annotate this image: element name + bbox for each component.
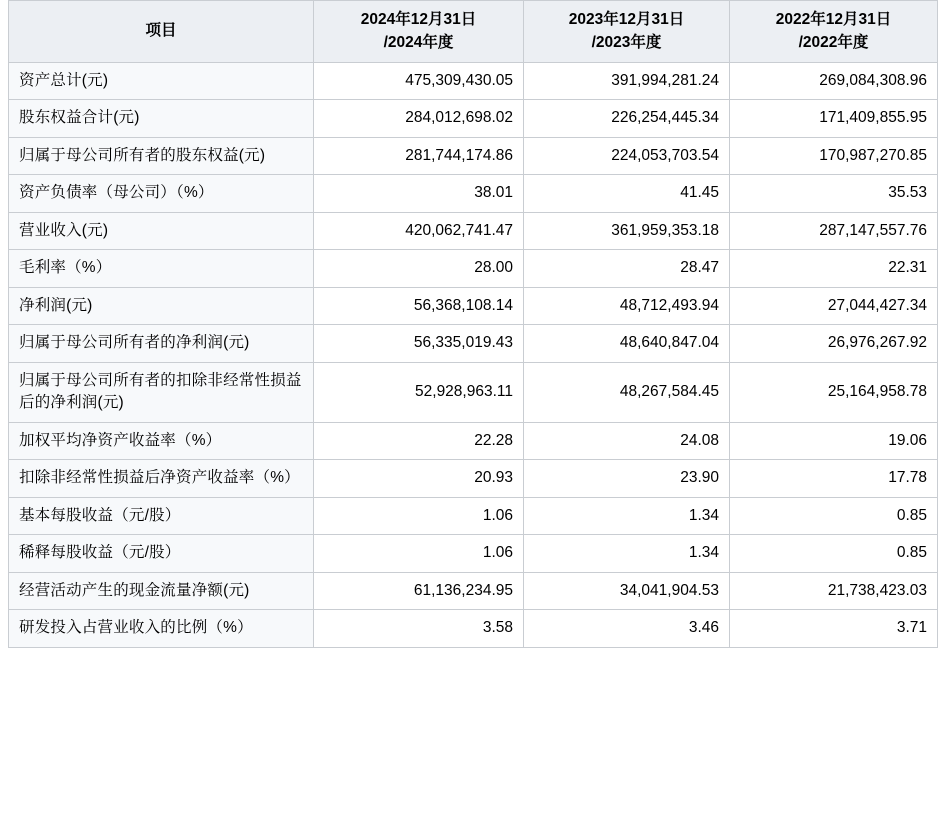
row-label: 归属于母公司所有者的扣除非经常性损益后的净利润(元) xyxy=(9,362,314,422)
row-label: 资产总计(元) xyxy=(9,63,314,100)
table-row xyxy=(9,250,938,287)
row-label: 营业收入(元) xyxy=(9,212,314,249)
column-header-line: /2023年度 xyxy=(591,33,662,51)
row-label: 归属于母公司所有者的净利润(元) xyxy=(9,325,314,362)
row-value-2023: 48,267,584.45 xyxy=(524,362,730,422)
row-label: 经营活动产生的现金流量净额(元) xyxy=(9,572,314,609)
financial-summary-table xyxy=(8,0,938,648)
column-header-line: /2022年度 xyxy=(798,33,869,51)
row-label: 加权平均净资产收益率（%） xyxy=(9,422,314,459)
column-header-line: 2023年12月31日 xyxy=(568,11,685,29)
table-body xyxy=(9,63,938,648)
row-value-2022: 269,084,308.96 xyxy=(730,63,938,100)
row-value-2022: 17.78 xyxy=(730,460,938,497)
row-value-2024: 420,062,741.47 xyxy=(314,212,524,249)
row-value-2023: 1.34 xyxy=(524,535,730,572)
row-value-2024: 56,335,019.43 xyxy=(314,325,524,362)
row-value-2022: 27,044,427.34 xyxy=(730,287,938,324)
row-value-2022: 287,147,557.76 xyxy=(730,212,938,249)
row-value-2024: 38.01 xyxy=(314,175,524,212)
table-row xyxy=(9,325,938,362)
row-value-2022: 0.85 xyxy=(730,535,938,572)
row-label: 扣除非经常性损益后净资产收益率（%） xyxy=(9,460,314,497)
row-value-2023: 28.47 xyxy=(524,250,730,287)
row-label: 资产负债率（母公司）（%） xyxy=(9,175,314,212)
table-row xyxy=(9,287,938,324)
table-row xyxy=(9,610,938,647)
table-row xyxy=(9,100,938,137)
column-header-2024 xyxy=(314,1,524,63)
row-value-2023: 48,640,847.04 xyxy=(524,325,730,362)
row-value-2024: 52,928,963.11 xyxy=(314,362,524,422)
column-header-line: 项目 xyxy=(145,22,177,40)
row-value-2023: 361,959,353.18 xyxy=(524,212,730,249)
table-row xyxy=(9,362,938,422)
table-row xyxy=(9,137,938,174)
column-header-item xyxy=(9,1,314,63)
table-row xyxy=(9,535,938,572)
row-label: 股东权益合计(元) xyxy=(9,100,314,137)
table-row xyxy=(9,175,938,212)
row-value-2022: 171,409,855.95 xyxy=(730,100,938,137)
row-value-2022: 3.71 xyxy=(730,610,938,647)
row-value-2023: 41.45 xyxy=(524,175,730,212)
column-header-line: 2024年12月31日 xyxy=(360,11,477,29)
column-header-line: 2022年12月31日 xyxy=(775,11,892,29)
row-value-2023: 48,712,493.94 xyxy=(524,287,730,324)
row-value-2024: 281,744,174.86 xyxy=(314,137,524,174)
table-header xyxy=(9,1,938,63)
row-value-2024: 1.06 xyxy=(314,497,524,534)
column-header-2023 xyxy=(524,1,730,63)
row-value-2023: 226,254,445.34 xyxy=(524,100,730,137)
row-label: 毛利率（%） xyxy=(9,250,314,287)
row-value-2024: 61,136,234.95 xyxy=(314,572,524,609)
row-value-2022: 21,738,423.03 xyxy=(730,572,938,609)
row-label: 基本每股收益（元/股） xyxy=(9,497,314,534)
table-row xyxy=(9,212,938,249)
row-value-2023: 23.90 xyxy=(524,460,730,497)
row-value-2024: 1.06 xyxy=(314,535,524,572)
row-value-2024: 475,309,430.05 xyxy=(314,63,524,100)
column-header-line: /2024年度 xyxy=(383,33,454,51)
row-value-2022: 0.85 xyxy=(730,497,938,534)
row-value-2023: 224,053,703.54 xyxy=(524,137,730,174)
row-label: 研发投入占营业收入的比例（%） xyxy=(9,610,314,647)
table-row xyxy=(9,460,938,497)
table-row xyxy=(9,422,938,459)
row-value-2023: 3.46 xyxy=(524,610,730,647)
row-value-2024: 284,012,698.02 xyxy=(314,100,524,137)
row-label: 稀释每股收益（元/股） xyxy=(9,535,314,572)
row-value-2023: 34,041,904.53 xyxy=(524,572,730,609)
row-value-2023: 24.08 xyxy=(524,422,730,459)
row-value-2024: 3.58 xyxy=(314,610,524,647)
row-value-2024: 28.00 xyxy=(314,250,524,287)
table-row xyxy=(9,63,938,100)
row-value-2023: 1.34 xyxy=(524,497,730,534)
row-value-2024: 56,368,108.14 xyxy=(314,287,524,324)
row-value-2024: 22.28 xyxy=(314,422,524,459)
row-value-2022: 26,976,267.92 xyxy=(730,325,938,362)
row-value-2024: 20.93 xyxy=(314,460,524,497)
table-row xyxy=(9,572,938,609)
column-header-2022 xyxy=(730,1,938,63)
row-label: 净利润(元) xyxy=(9,287,314,324)
row-value-2022: 19.06 xyxy=(730,422,938,459)
row-label: 归属于母公司所有者的股东权益(元) xyxy=(9,137,314,174)
row-value-2022: 170,987,270.85 xyxy=(730,137,938,174)
row-value-2022: 22.31 xyxy=(730,250,938,287)
table-row xyxy=(9,497,938,534)
table-header-row xyxy=(9,1,938,63)
row-value-2022: 35.53 xyxy=(730,175,938,212)
row-value-2022: 25,164,958.78 xyxy=(730,362,938,422)
row-value-2023: 391,994,281.24 xyxy=(524,63,730,100)
